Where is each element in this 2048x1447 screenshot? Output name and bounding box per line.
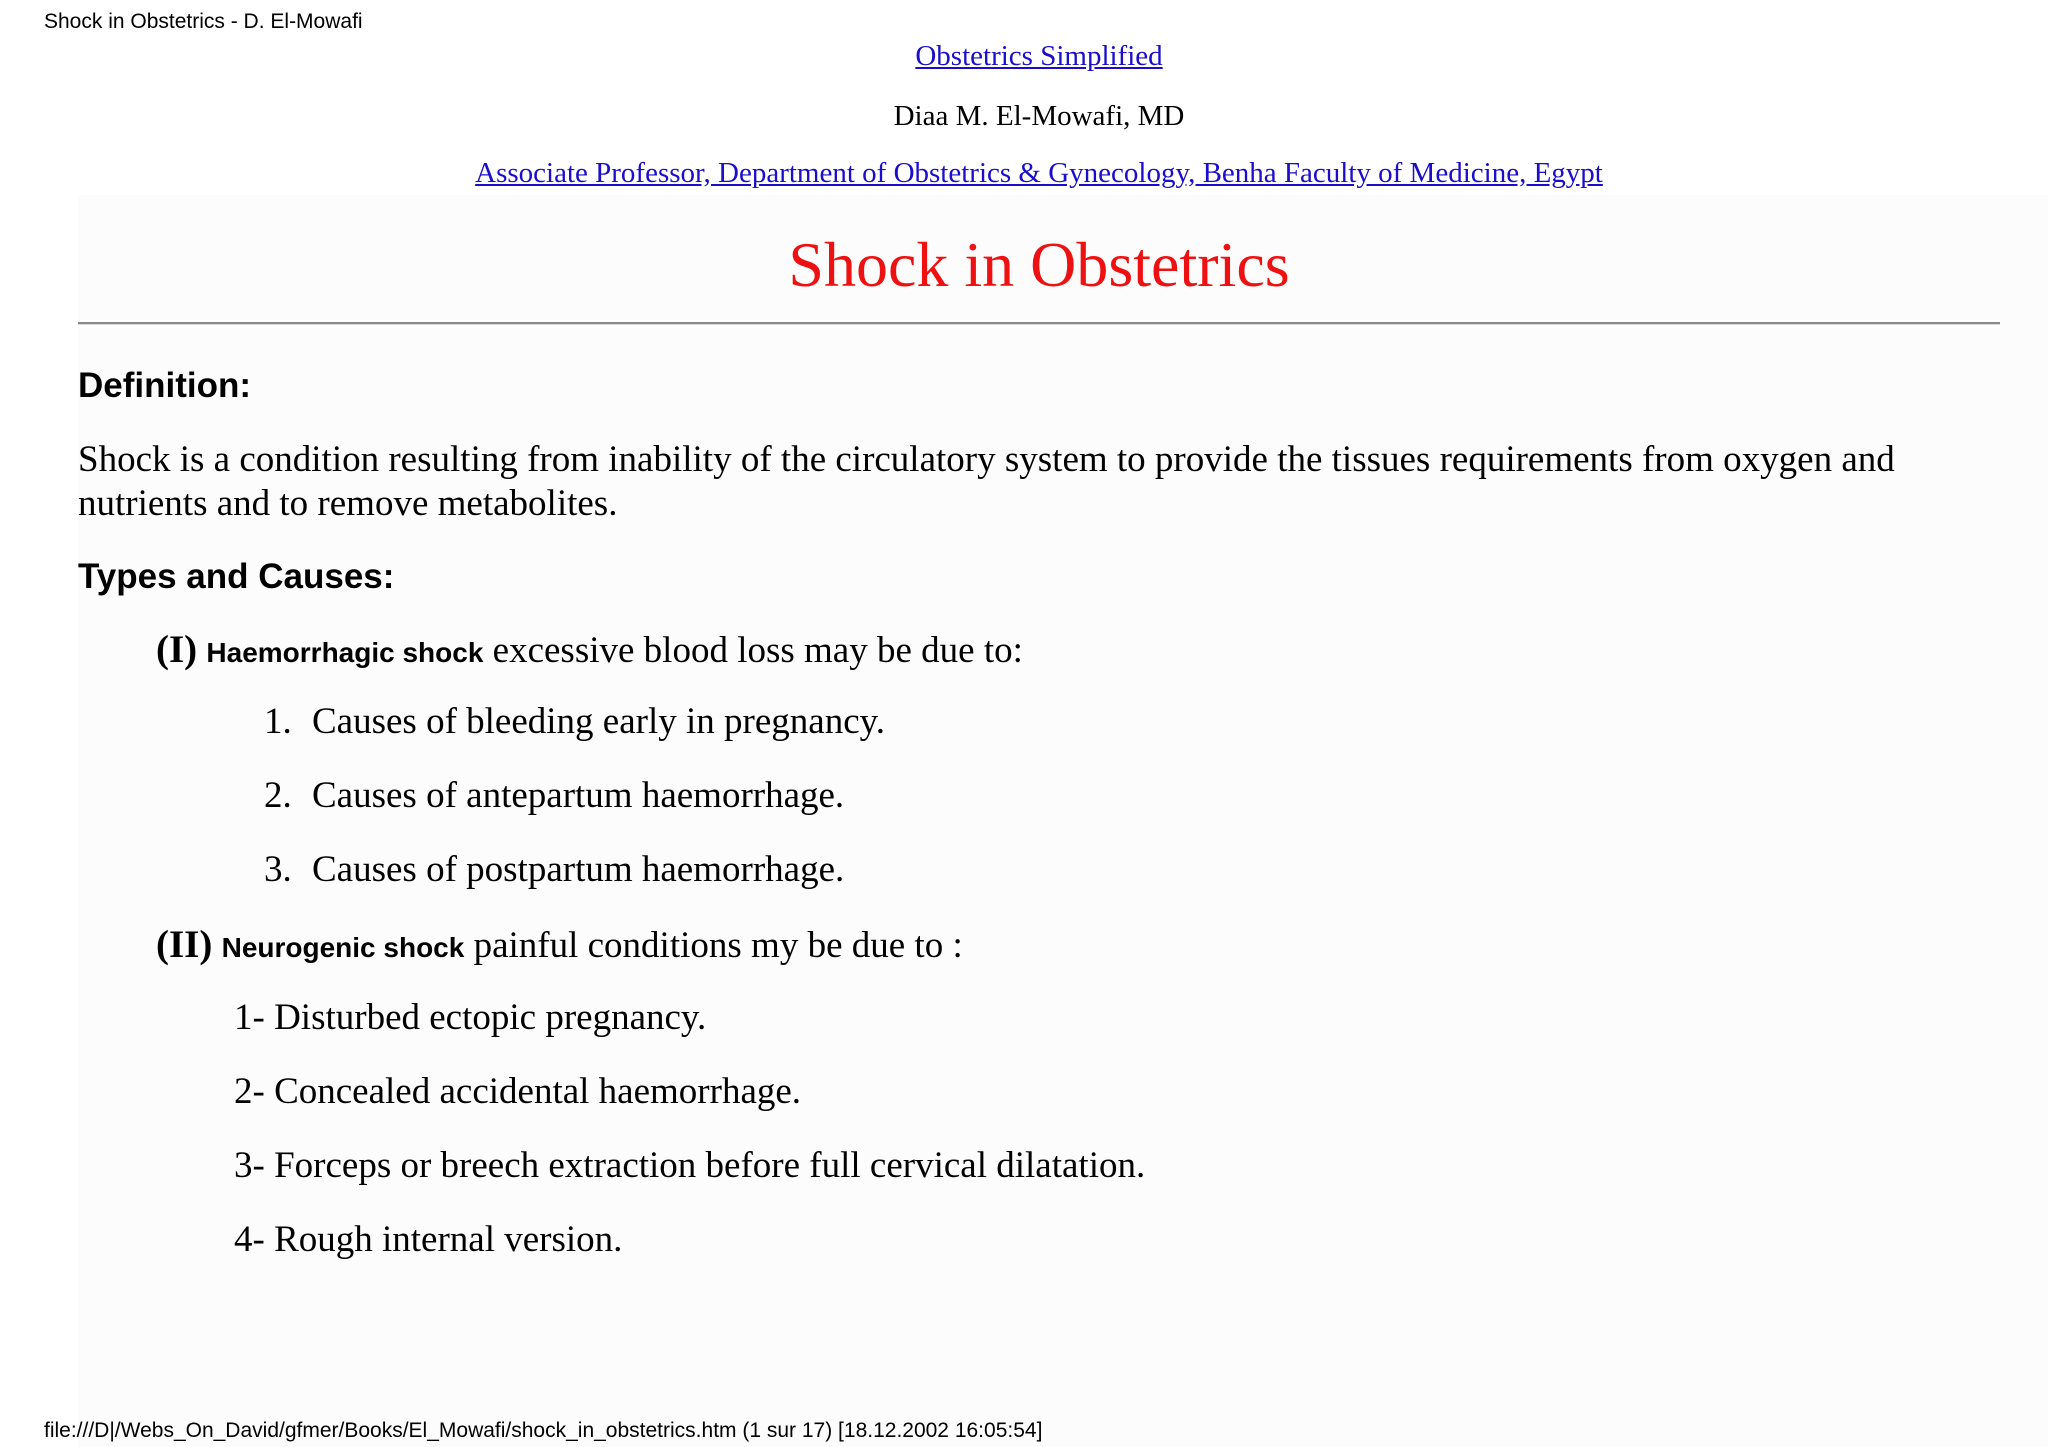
list-item: 3- Forceps or breech extraction before full cervical dilatation. xyxy=(234,1145,1146,1186)
page-title: Shock in Obstetrics xyxy=(788,229,1290,300)
list-item-text: Causes of bleeding early in pregnancy. xyxy=(312,701,885,742)
list-marker: 3. xyxy=(264,849,292,890)
affiliation-link[interactable]: Associate Professor, Department of Obstetrics & Gynecology, Benha Faculty of Medicine, Egypt xyxy=(475,157,1603,189)
horizontal-rule xyxy=(78,322,2000,325)
affiliation-line xyxy=(0,157,2048,190)
list-item: 2- Concealed accidental haemorrhage. xyxy=(234,1071,802,1112)
list-item-text: Causes of antepartum haemorrhage. xyxy=(312,775,845,816)
list-marker: 2. xyxy=(264,775,292,816)
print-header: Shock in Obstetrics - D. El-Mowafi xyxy=(44,10,363,33)
list-item xyxy=(264,848,844,891)
print-footer: file:///D|/Webs_On_David/gfmer/Books/El_Mowafi/shock_in_obstetrics.htm (1 sur 17) [18.12.2002 16:05:54] xyxy=(44,1419,1043,1442)
list-marker: 1. xyxy=(264,701,292,742)
list-item xyxy=(264,700,885,743)
haemorrhagic-description: excessive blood loss may be due to: xyxy=(492,630,1023,671)
haemorrhagic-numeral: (I) xyxy=(156,628,198,671)
types-heading: Types and Causes: xyxy=(78,557,395,596)
book-link[interactable]: Obstetrics Simplified xyxy=(915,40,1163,72)
neurogenic-description: painful conditions my be due to : xyxy=(473,925,963,966)
definition-heading: Definition: xyxy=(78,366,252,405)
list-item: 4- Rough internal version. xyxy=(234,1219,623,1260)
list-item-text: Causes of postpartum haemorrhage. xyxy=(312,849,845,890)
book-title-line xyxy=(0,40,2048,73)
definition-text: Shock is a condition resulting from inability of the circulatory system to provide the tissues requirements from oxygen and nutrients and to remove metabolites. xyxy=(78,439,1895,524)
neurogenic-shock-line xyxy=(156,922,963,967)
haemorrhagic-shock-line xyxy=(156,627,1023,672)
neurogenic-shock-label: Neurogenic shock xyxy=(221,932,465,963)
author-name: Diaa M. El-Mowafi, MD xyxy=(893,100,1185,132)
haemorrhagic-shock-label: Haemorrhagic shock xyxy=(206,637,484,668)
list-item: 1- Disturbed ectopic pregnancy. xyxy=(234,997,707,1038)
neurogenic-numeral: (II) xyxy=(156,923,213,966)
list-item xyxy=(264,774,844,817)
